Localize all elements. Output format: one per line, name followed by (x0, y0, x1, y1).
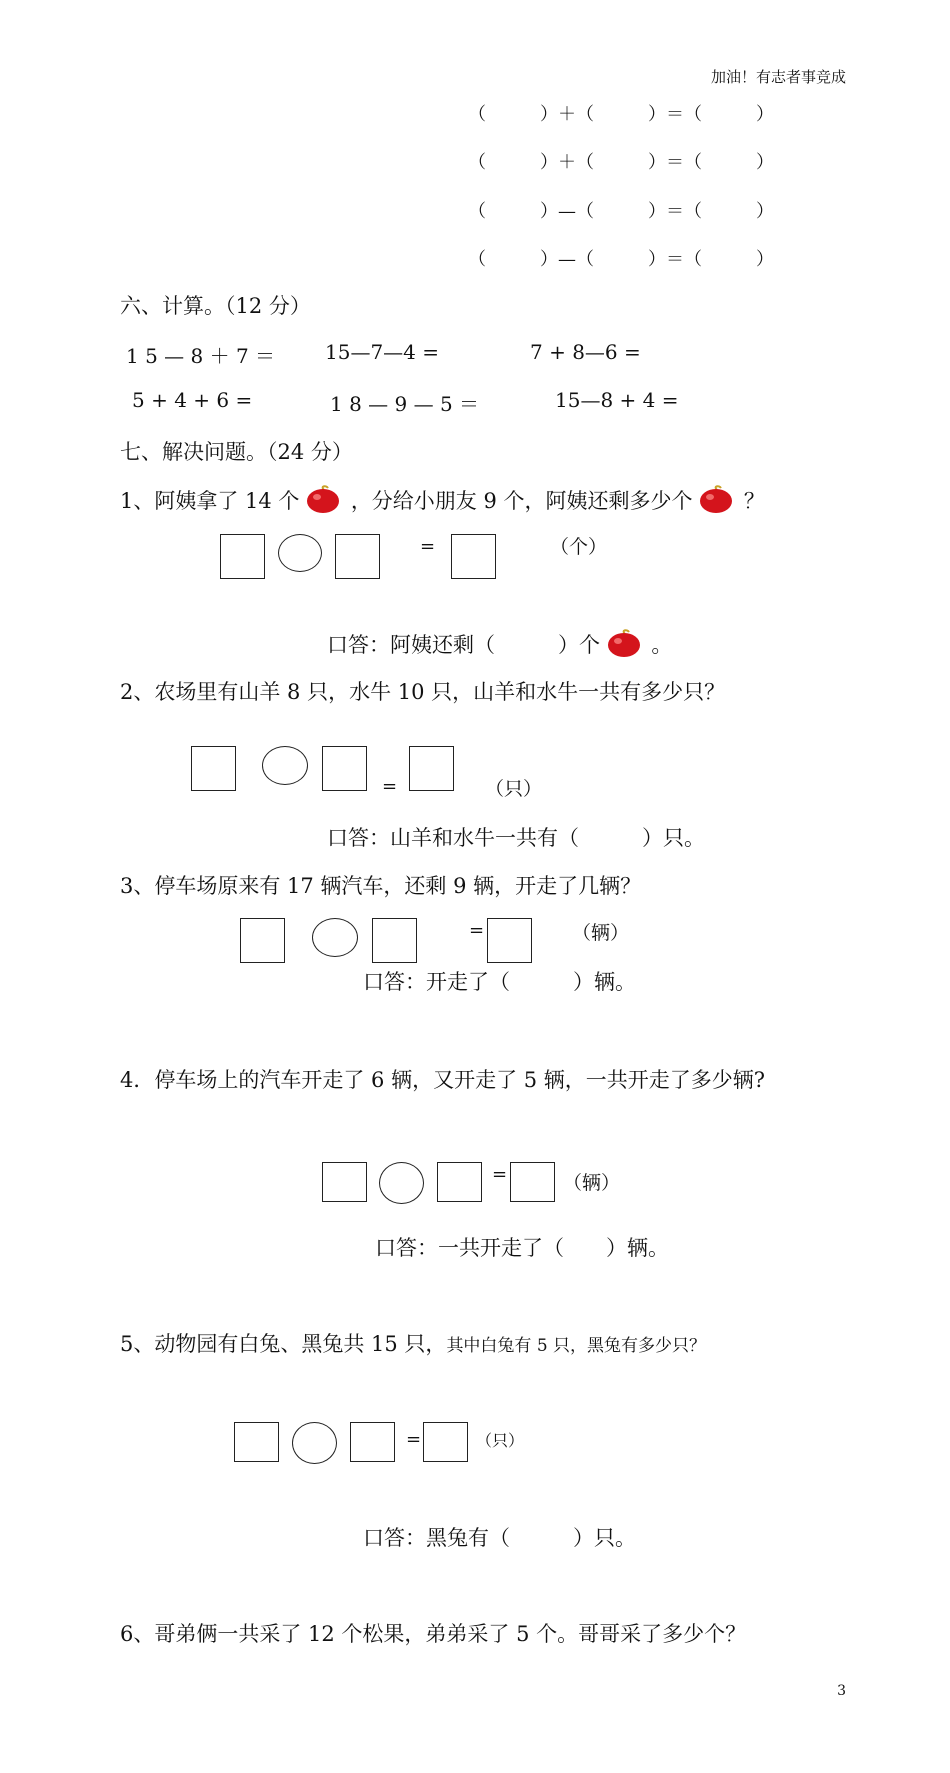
answer-box[interactable] (487, 918, 532, 963)
page-number: 3 (837, 1683, 846, 1699)
apple-icon (306, 484, 344, 519)
header-motto: 加油！有志者事竞成 (710, 68, 846, 86)
answer-text-end: 。 (651, 633, 673, 657)
answer-box[interactable] (510, 1162, 555, 1202)
section-7-title: 七、解决问题。（24 分） (120, 440, 353, 464)
blank-equation-row: （ ）＋（ ）＝（ ） (468, 104, 774, 125)
calc-item: 1 8 — 9 — 5 ＝ (330, 392, 480, 416)
blank-equation-row: （ ）—（ ）＝（ ） (468, 249, 774, 270)
answer-line-3: 口答：开走了（ ）辆。 (363, 970, 636, 994)
answer-box[interactable] (451, 534, 496, 579)
unit-label: （个） (550, 536, 608, 558)
operator-circle[interactable] (312, 918, 358, 957)
answer-line-2: 口答：山羊和水牛一共有（ ）只。 (327, 826, 705, 850)
question-5-text-small: 其中白兔有 5 只，黑兔有多少只？ (446, 1336, 707, 1356)
section-6-title: 六、计算。（12 分） (120, 294, 311, 318)
question-5-text: 5、动物园有白兔、黑兔共 15 只， (120, 1332, 447, 1356)
operator-circle[interactable] (292, 1422, 337, 1464)
operator-circle[interactable] (379, 1162, 424, 1204)
equals-sign: = (382, 776, 398, 797)
equals-sign: = (469, 920, 485, 941)
calc-item: 15—8 + 4 = (555, 388, 679, 412)
answer-line-4: 口答：一共开走了（ ）辆。 (375, 1236, 669, 1260)
answer-line-1 (327, 628, 672, 663)
answer-box[interactable] (335, 534, 380, 579)
question-5 (120, 1328, 706, 1358)
question-1-text-cont: ，分给小朋友 9 个，阿姨还剩多少个 (350, 489, 693, 513)
answer-box[interactable] (322, 746, 367, 791)
answer-box[interactable] (423, 1422, 468, 1462)
equals-sign: = (420, 536, 436, 557)
unit-label: （只） (485, 778, 543, 800)
unit-label: （辆） (563, 1172, 621, 1194)
question-2: 2、农场里有山羊 8 只，水牛 10 只，山羊和水牛一共有多少只？ (120, 680, 726, 704)
operator-circle[interactable] (278, 534, 322, 572)
unit-label: （只） (476, 1431, 525, 1450)
answer-box[interactable] (240, 918, 285, 963)
calc-item: 7 + 8—6 = (530, 340, 641, 364)
answer-box[interactable] (191, 746, 236, 791)
answer-box[interactable] (350, 1422, 395, 1462)
calc-item: 5 + 4 + 6 = (132, 388, 253, 412)
calc-item: 1 5 — 8 ＋ 7 ＝ (126, 344, 276, 368)
operator-circle[interactable] (262, 746, 308, 785)
question-1 (120, 484, 765, 519)
blank-equation-row: （ ）＋（ ）＝（ ） (468, 152, 774, 173)
question-3: 3、停车场原来有 17 辆汽车，还剩 9 辆，开走了几辆？ (120, 874, 642, 898)
answer-box[interactable] (322, 1162, 367, 1202)
blank-equation-row: （ ）—（ ）＝（ ） (468, 201, 774, 222)
apple-icon (699, 484, 737, 519)
answer-box[interactable] (437, 1162, 482, 1202)
question-4: 4．停车场上的汽车开走了 6 辆，又开走了 5 辆，一共开走了多少辆? (120, 1068, 766, 1092)
answer-box[interactable] (409, 746, 454, 791)
apple-icon (607, 628, 645, 663)
answer-text: 口答：阿姨还剩（ ）个 (327, 633, 600, 657)
equals-sign: = (406, 1429, 422, 1450)
answer-line-5: 口答：黑兔有（ ）只。 (363, 1526, 636, 1550)
calc-item: 15—7—4 = (325, 340, 440, 364)
answer-box[interactable] (220, 534, 265, 579)
answer-box[interactable] (372, 918, 417, 963)
unit-label: （辆） (572, 922, 630, 944)
question-1-mark: ？ (743, 489, 765, 513)
answer-box[interactable] (234, 1422, 279, 1462)
equals-sign: = (492, 1164, 508, 1185)
question-1-text: 1、阿姨拿了 14 个 (120, 489, 300, 513)
question-6: 6、哥弟俩一共采了 12 个松果，弟弟采了 5 个。哥哥采了多少个？ (120, 1622, 747, 1646)
